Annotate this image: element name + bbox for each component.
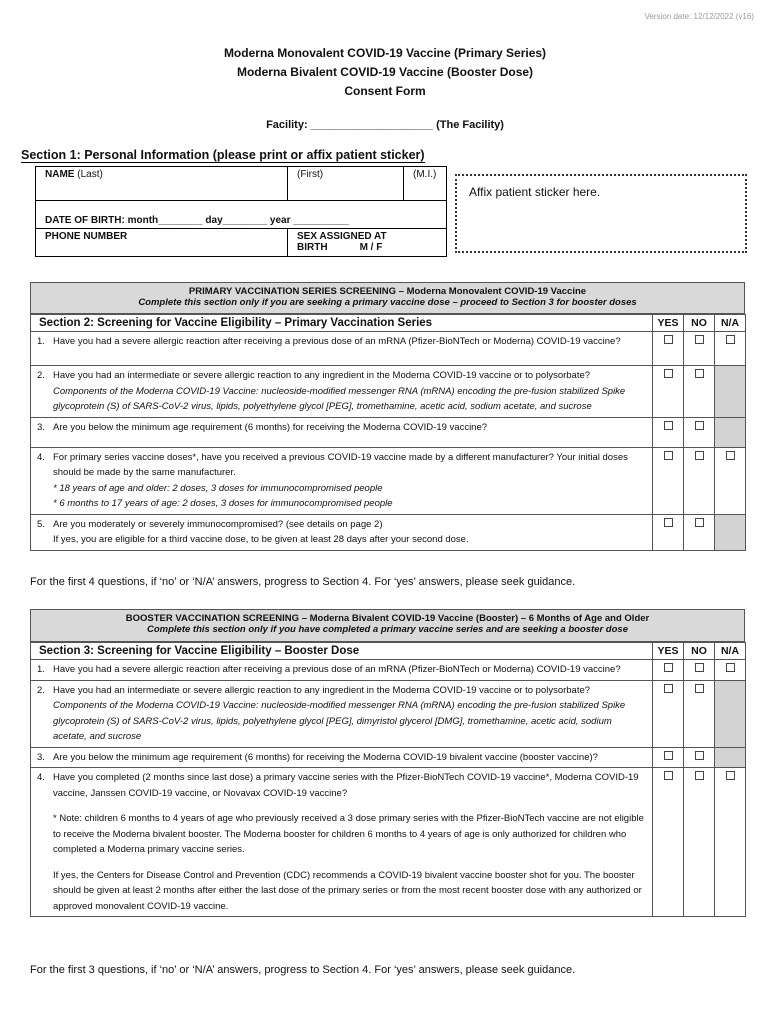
personal-info-table (35, 166, 447, 257)
dob-field[interactable]: DATE OF BIRTH: month________ day________ year __________ (36, 201, 447, 229)
banner-title: BOOSTER VACCINATION SCREENING – Moderna Bivalent COVID-19 Vaccine (Booster) – 6 Months of Age and Older (125, 613, 650, 624)
col-na: N/A (715, 315, 746, 332)
sticker-label: Affix patient sticker here. (469, 185, 601, 199)
sex-field[interactable]: SEX ASSIGNED AT BIRTH M / F (288, 229, 447, 257)
title-line-2: Moderna Bivalent COVID-19 Vaccine (Booster Dose) (236, 65, 534, 79)
primary-series-banner (30, 282, 745, 314)
form-title (0, 44, 770, 101)
no-checkbox[interactable] (695, 751, 704, 760)
name-mi-field[interactable]: (M.I.) (404, 167, 447, 201)
col-no: NO (684, 315, 715, 332)
facility-field[interactable]: Facility: ____________________ (The Facility) (266, 119, 504, 131)
question-row: 2. Have you had an intermediate or severe allergic reaction to any ingredient in the Moderna COVID-19 vaccine or to polysorbate? Components of the Moderna COVID-19 Vaccine: nucleoside-modified messenger RNA (mRNA) encoding the pre-fusion stabilized Spike glycoprotein (S) of SARS-CoV-2 virus, lipids, polyethylene glycol [PEG], tromethamine, acetic acid, sodium acetate, and sucrose (31, 366, 653, 418)
question-row: 2. Have you had an intermediate or severe allergic reaction to any ingredient in the Moderna COVID-19 vaccine or to polysorbate? Components of the Moderna COVID-19 Vaccine: nucleoside-modified messenger RNA (mRNA) encoding the pre-fusion stabilized Spike glycoprotein (S) of SARS-CoV-2 virus, lipids, polyethylene glycol [PEG], dimyristol glycerol [DMG], tromethamine, acetic acid, sodium acetate, and sucrose (31, 680, 653, 747)
yes-checkbox[interactable] (664, 663, 673, 672)
col-yes: YES (653, 643, 684, 660)
yes-checkbox[interactable] (664, 518, 673, 527)
na-checkbox[interactable] (726, 771, 735, 780)
section3-table (30, 642, 746, 917)
name-last-field[interactable]: NAME (Last) (36, 167, 288, 201)
title-line-3: Consent Form (344, 84, 426, 98)
yes-checkbox[interactable] (664, 369, 673, 378)
banner-subtitle: Complete this section only if you are seeking a primary vaccine dose – proceed to Section 3 for booster doses (138, 297, 637, 308)
no-checkbox[interactable] (695, 663, 704, 672)
no-checkbox[interactable] (695, 518, 704, 527)
question-row: 4. Have you completed (2 months since last dose) a primary vaccine series with the Pfizer-BioNTech COVID-19 vaccine*, Moderna COVID-19 vaccine, Janssen COVID-19 vaccine, or Novavax COVID-19 vaccine? * Note: children 6 months to 4 years of age who previously received a 3 dose primary series with the Pfizer-BioNTech vaccine are not eligible to receive the Moderna bivalent booster. The Moderna booster for children 6 months to 4 years of age is only authorized for children who completed a Moderna primary vaccine series. If yes, the Centers for Disease Control and Prevention (CDC) recommends a COVID-19 bivalent vaccine booster shot for you. The booster should be given at least 2 months after either the last dose of the primary series or from the most recent booster dose with any authorized or approved monovalent COVID-19 vaccine. (31, 768, 653, 917)
yes-checkbox[interactable] (664, 751, 673, 760)
section3-footer: For the first 3 questions, if ‘no’ or ‘N/A’ answers, progress to Section 4. For ‘yes’ answers, please seek guidance. (30, 964, 576, 976)
booster-note: * Note: children 6 months to 4 years of age who previously received a 3 dose primary series with the Pfizer-BioNTech vaccine are not eligible to receive the Moderna bivalent booster. The Moderna booster for children 6 months to 4 years of age is only authorized for children who completed a Moderna primary vaccine series. (53, 813, 644, 855)
booster-banner (30, 609, 745, 642)
banner-subtitle: Complete this section only if you have completed a primary vaccine series and are seeking a booster dose (147, 624, 628, 635)
question-row: 1. Have you had a severe allergic reaction after receiving a previous dose of an mRNA (Pfizer-BioNTech or Moderna) COVID-19 vaccine? (31, 660, 653, 681)
yes-checkbox[interactable] (664, 421, 673, 430)
patient-sticker-area (455, 174, 747, 253)
na-checkbox[interactable] (726, 451, 735, 460)
question-row: 4. For primary series vaccine doses*, have you received a previous COVID-19 vaccine made by a different manufacturer? Your initial doses should be made by the same manufacturer. * 18 years of age and older: 2 doses, 3 doses for immunocompromised people * 6 months to 17 years of age: 2 doses, 3 doses for immunocompromised people (31, 447, 653, 514)
name-first-field[interactable]: (First) (288, 167, 404, 201)
yes-checkbox[interactable] (664, 335, 673, 344)
question-row: 5. Are you moderately or severely immunocompromised? (see details on page 2) If yes, you are eligible for a third vaccine dose, to be given at least 28 days after your second dose. (31, 514, 653, 550)
section2-footer: For the first 4 questions, if ‘no’ or ‘N/A’ answers, progress to Section 4. For ‘yes’ answers, please seek guidance. (30, 576, 576, 588)
title-line-1: Moderna Monovalent COVID-19 Vaccine (Primary Series) (223, 46, 547, 60)
no-checkbox[interactable] (695, 451, 704, 460)
no-checkbox[interactable] (695, 369, 704, 378)
section3-heading: Section 3: Screening for Vaccine Eligibility – Booster Dose (31, 643, 653, 660)
no-checkbox[interactable] (695, 335, 704, 344)
na-checkbox[interactable] (726, 335, 735, 344)
yes-checkbox[interactable] (664, 684, 673, 693)
col-yes: YES (653, 315, 684, 332)
no-checkbox[interactable] (695, 771, 704, 780)
yes-checkbox[interactable] (664, 451, 673, 460)
question-row: 3. Are you below the minimum age requirement (6 months) for receiving the Moderna COVID-19 bivalent vaccine (booster vaccine)? (31, 747, 653, 768)
question-row: 1. Have you had a severe allergic reaction after receiving a previous dose of an mRNA (Pfizer-BioNTech or Moderna) COVID-19 vaccine? (31, 332, 653, 366)
cdc-recommendation: If yes, the Centers for Disease Control and Prevention (CDC) recommends a COVID-19 bivalent vaccine booster shot for you. The booster should be given at least 2 months after either the last dose of the primary series or from the most recent booster dose with any authorized or approved monovalent COVID-19 vaccine. (53, 869, 642, 912)
col-na: N/A (715, 643, 746, 660)
version-date: Version date: 12/12/2022 (v16) (644, 12, 754, 21)
question-row: 3. Are you below the minimum age requirement (6 months) for receiving the Moderna COVID-19 vaccine? (31, 417, 653, 447)
col-no: NO (684, 643, 715, 660)
banner-title: PRIMARY VACCINATION SERIES SCREENING – Moderna Monovalent COVID-19 Vaccine (188, 286, 587, 297)
section1-heading: Section 1: Personal Information (please print or affix patient sticker) (21, 148, 425, 162)
na-checkbox[interactable] (726, 663, 735, 672)
no-checkbox[interactable] (695, 421, 704, 430)
no-checkbox[interactable] (695, 684, 704, 693)
section2-table (30, 314, 746, 551)
phone-field[interactable]: PHONE NUMBER (36, 229, 288, 257)
section2-heading: Section 2: Screening for Vaccine Eligibility – Primary Vaccination Series (31, 315, 653, 332)
yes-checkbox[interactable] (664, 771, 673, 780)
